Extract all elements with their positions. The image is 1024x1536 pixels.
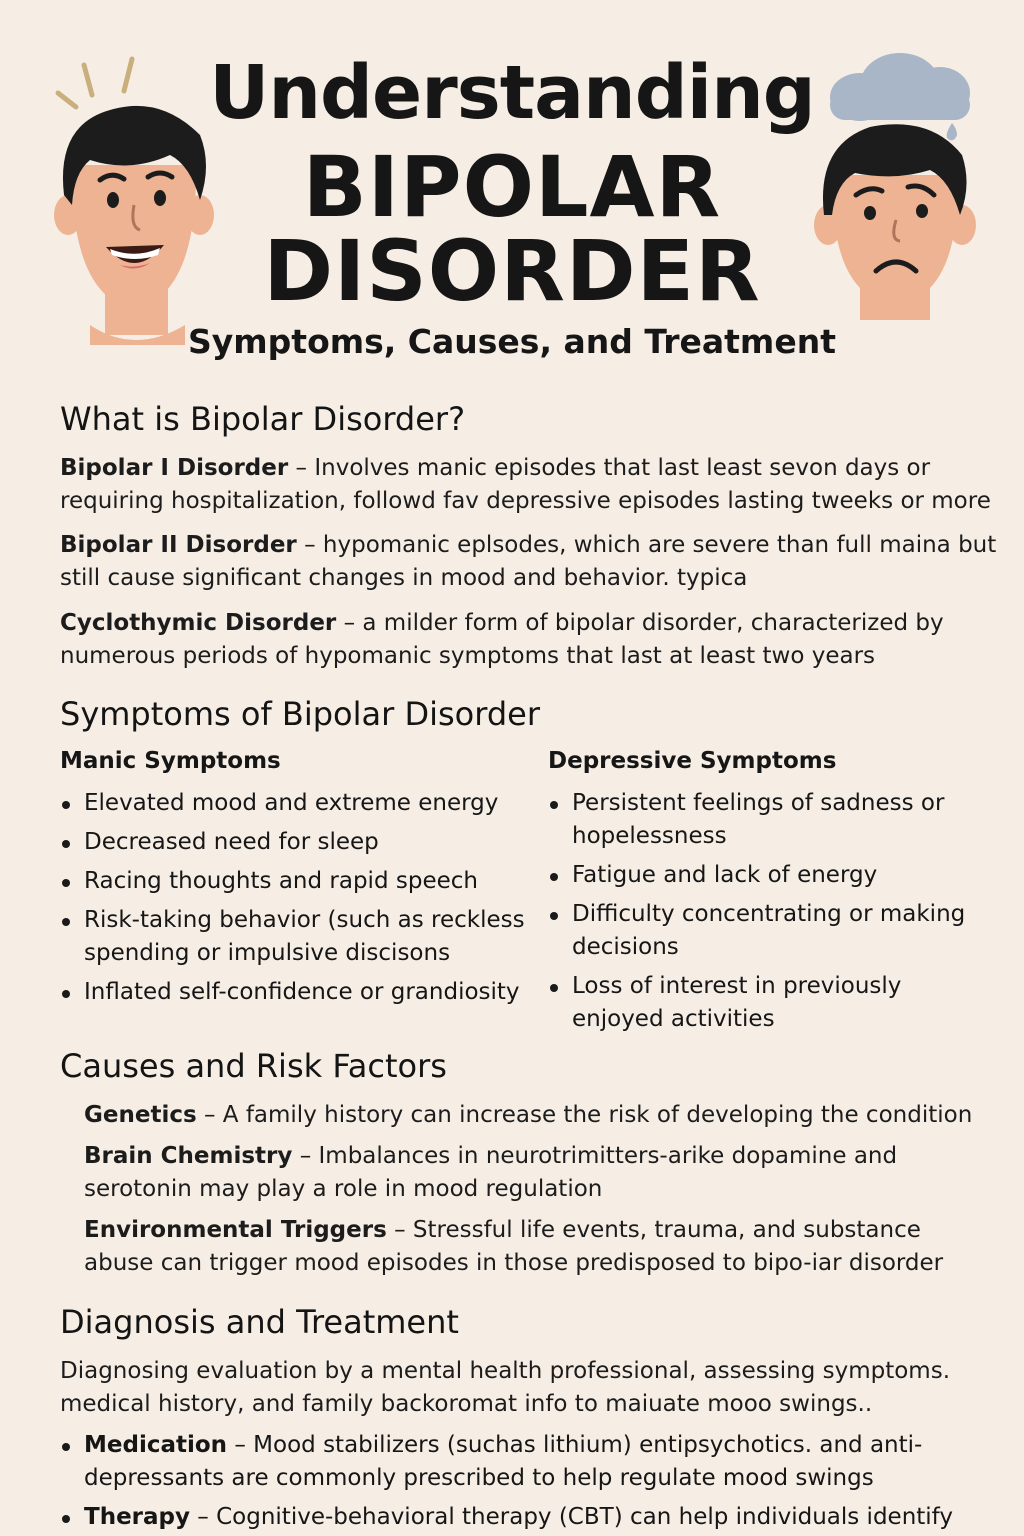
depressive-symptoms-list — [548, 787, 988, 1042]
manic-symptoms-list — [60, 787, 530, 1015]
list-item: Fatigue and lack of energy — [548, 859, 988, 892]
cause-text: – Stressful life events, trauma, and substance abuse can trigger mood episodes in those predisposed to bipo-iar disorder — [84, 1217, 944, 1276]
list-item: Racing thoughts and rapid speech — [60, 865, 530, 898]
title-line-1: Understanding — [209, 50, 815, 136]
definition-term: Cyclothymic Disorder — [60, 610, 337, 636]
definition-term: Bipolar II Disorder — [60, 532, 297, 558]
list-item: Difficulty concentrating or making decisions — [548, 898, 988, 964]
list-item: Persistent feelings of sadness or hopelessness — [548, 787, 988, 853]
title-line-3: DISORDER — [263, 222, 761, 320]
section-heading-what-is: What is Bipolar Disorder? — [60, 400, 466, 438]
subtitle: Symptoms, Causes, and Treatment — [188, 322, 836, 361]
treatment-list — [60, 1429, 990, 1536]
manic-symptoms-heading: Manic Symptoms — [60, 748, 281, 774]
list-item: Risk-taking behavior (such as reckless spending or impulsive discisons — [60, 904, 530, 970]
treatment-term: Medication — [84, 1432, 228, 1458]
cause-term: Environmental Triggers — [84, 1217, 387, 1243]
treatment-text: – Cognitive-behavioral therapy (CBT) can help individuals identify — [189, 1504, 953, 1530]
treatment-term: Therapy — [84, 1504, 190, 1530]
definition-item — [60, 529, 1000, 595]
definition-text: – hypomanic eplsodes, which are severe than full maina but still cause significant changes in mood and behavior. typica — [60, 532, 997, 591]
cause-term: Brain Chemistry — [84, 1143, 293, 1169]
cause-item — [84, 1140, 984, 1206]
cause-text: – A family history can increase the risk of developing the condition — [196, 1102, 973, 1128]
title-line-2: BIPOLAR — [302, 138, 722, 236]
cause-term: Genetics — [84, 1102, 197, 1128]
list-item: Elevated mood and extreme energy — [60, 787, 530, 820]
treatment-text: – Mood stabilizers (suchas lithium) entipsychotics. and anti- depressants are commonly prescribed to help regulate mood swings — [84, 1432, 923, 1491]
definition-item — [60, 607, 1000, 673]
cause-item — [84, 1214, 984, 1280]
definition-text: – Involves manic episodes that last least sevon days or requiring hospitalization, followd fav depressive episodes lasting tweeks or more — [60, 455, 991, 514]
cause-text: – Imbalances in neurotrimitters-arike dopamine and serotonin may play a role in mood regulation — [84, 1143, 898, 1202]
list-item — [60, 1501, 990, 1534]
list-item: Loss of interest in previously enjoyed activities — [548, 970, 988, 1036]
depressive-symptoms-heading: Depressive Symptoms — [548, 748, 837, 774]
definition-text: – a milder form of bipolar disorder, characterized by numerous periods of hypomanic symptoms that last at least two years — [60, 610, 944, 669]
section-heading-causes: Causes and Risk Factors — [60, 1047, 447, 1085]
definition-item — [60, 452, 1000, 518]
list-item: Decreased need for sleep — [60, 826, 530, 859]
section-heading-symptoms: Symptoms of Bipolar Disorder — [60, 695, 540, 733]
definition-term: Bipolar I Disorder — [60, 455, 289, 481]
section-heading-diagnosis: Diagnosis and Treatment — [60, 1303, 459, 1341]
header — [0, 0, 1024, 380]
list-item: Inflated self-confidence or grandiosity — [60, 976, 530, 1009]
cause-item — [84, 1099, 984, 1132]
list-item — [60, 1429, 990, 1495]
diagnosis-intro: Diagnosing evaluation by a mental health professional, assessing symptoms. medical history, and family backoromat info to maiuate mooo swings.. — [60, 1358, 951, 1417]
